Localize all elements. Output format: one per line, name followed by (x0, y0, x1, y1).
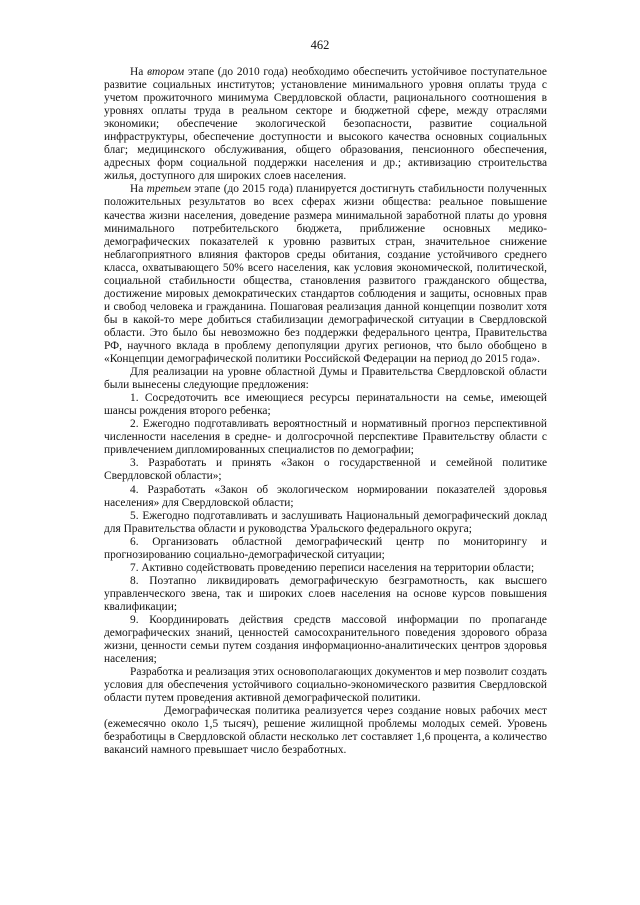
proposal-item: 8. Поэтапно ликвидировать демографическую безграмотность, как высшего управленческого звена, так и широких слоев населения на основе курсов повышения квалификации; (104, 574, 547, 613)
proposal-item: 2. Ежегодно подготавливать вероятностный и нормативный прогноз перспективной численности населения в средне- и долгосрочной перспективе Правительству области с привлечением дипломированных специалистов по демографии; (104, 418, 547, 457)
page-body (104, 66, 547, 757)
proposal-item: 3. Разработать и принять «Закон о государственной и семейной политике Свердловской области»; (104, 457, 547, 483)
proposal-item: 4. Разработать «Закон об экологическом нормировании показателей здоровья населения» для Свердловской области; (104, 483, 547, 509)
paragraph-conclusion: Разработка и реализация этих основополагающих документов и мер позволит создать условия для обеспечения устойчивого социально-экономического развития Свердловской области путем проведения активной демографической политики. (104, 666, 547, 705)
proposal-item: 9. Координировать действия средств массовой информации по пропаганде демографических знаний, ценностей самосохранительного поведения здорового образа жизни, ценности семьи путем создания информационно-аналитических центров здоровья населения; (104, 613, 547, 666)
page-number: 462 (310, 38, 330, 52)
paragraph-second-stage: На втором этапе (до 2010 года) необходимо обеспечить устойчивое поступательное развитие социальных институтов; установление минимального уровня оплаты труда с учетом прожиточного минимума Свердловской области, рационального соотношения в уровнях оплаты труда в реальном секторе и бюджетной сфере, между отраслями экономики; обеспечение экологической безопасности, развитие социальной инфраструктуры, обеспечение доступности и высокого качества основных социальных благ; медицинского обслуживания, общего образования, пенсионного обеспечения, адресных форм социальной поддержки населения и др.; активизацию строительства жилья, доступного для широких слоев населения. (104, 66, 547, 183)
proposal-item: 6. Организовать областной демографический центр по мониторингу и прогнозированию социально-демографической ситуации; (104, 535, 547, 561)
paragraph-third-stage: На третьем этапе (до 2015 года) планируется достигнуть стабильности полученных положительных результатов во всех сферах жизни общества: реальное повышение качества жизни населения, доведение размера минимальной заработной платы до уровня минимального потребительского бюджета, приближение основных медико-демографических показателей к уровню развитых стран, значительное снижение неблагоприятного влияния факторов среды обитания, создание устойчивого среднего класса, охватывающего 50% всего населения, как условия экономической, политической, социальной стабильности общества, становления развитого гражданского общества, достижение мировых демократических стандартов соблюдения и защиты, основных прав и свобод человека и гражданина. Пошаговая реализация данной концепции позволит хотя бы в какой-то мере добиться стабилизации демографической ситуации в Свердловской области. Это было бы невозможно без поддержки федерального центра, Правительства РФ, научного вклада в проблему депопуляции других регионов, что было обобщено в «Концепции демографической политики Российской Федерации на период до 2015 года». (104, 183, 547, 366)
proposal-item: 5. Ежегодно подготавливать и заслушивать Национальный демографический доклад для Правительства области и руководства Уральского федерального округа; (104, 509, 547, 535)
proposal-item: 7. Активно содействовать проведению переписи населения на территории области; (130, 561, 535, 574)
paragraph-proposals-intro: Для реализации на уровне областной Думы и Правительства Свердловской области были вынесены следующие предложения: (104, 366, 547, 392)
emphasis-word: третьем (146, 183, 191, 196)
paragraph-demographic-policy: Демографическая политика реализуется через создание новых рабочих мест (ежемесячно около 1,5 тысяч), решение жилищной проблемы молодых семей. Уровень безработицы в Свердловской области несколько лет составляет 1,6 процента, а количество вакансий намного превышает число безработных. (104, 705, 547, 757)
emphasis-word: втором (147, 66, 185, 78)
proposal-item: 1. Сосредоточить все имеющиеся ресурсы перинатальности на семье, имеющей шансы рождения второго ребенка; (104, 392, 547, 418)
